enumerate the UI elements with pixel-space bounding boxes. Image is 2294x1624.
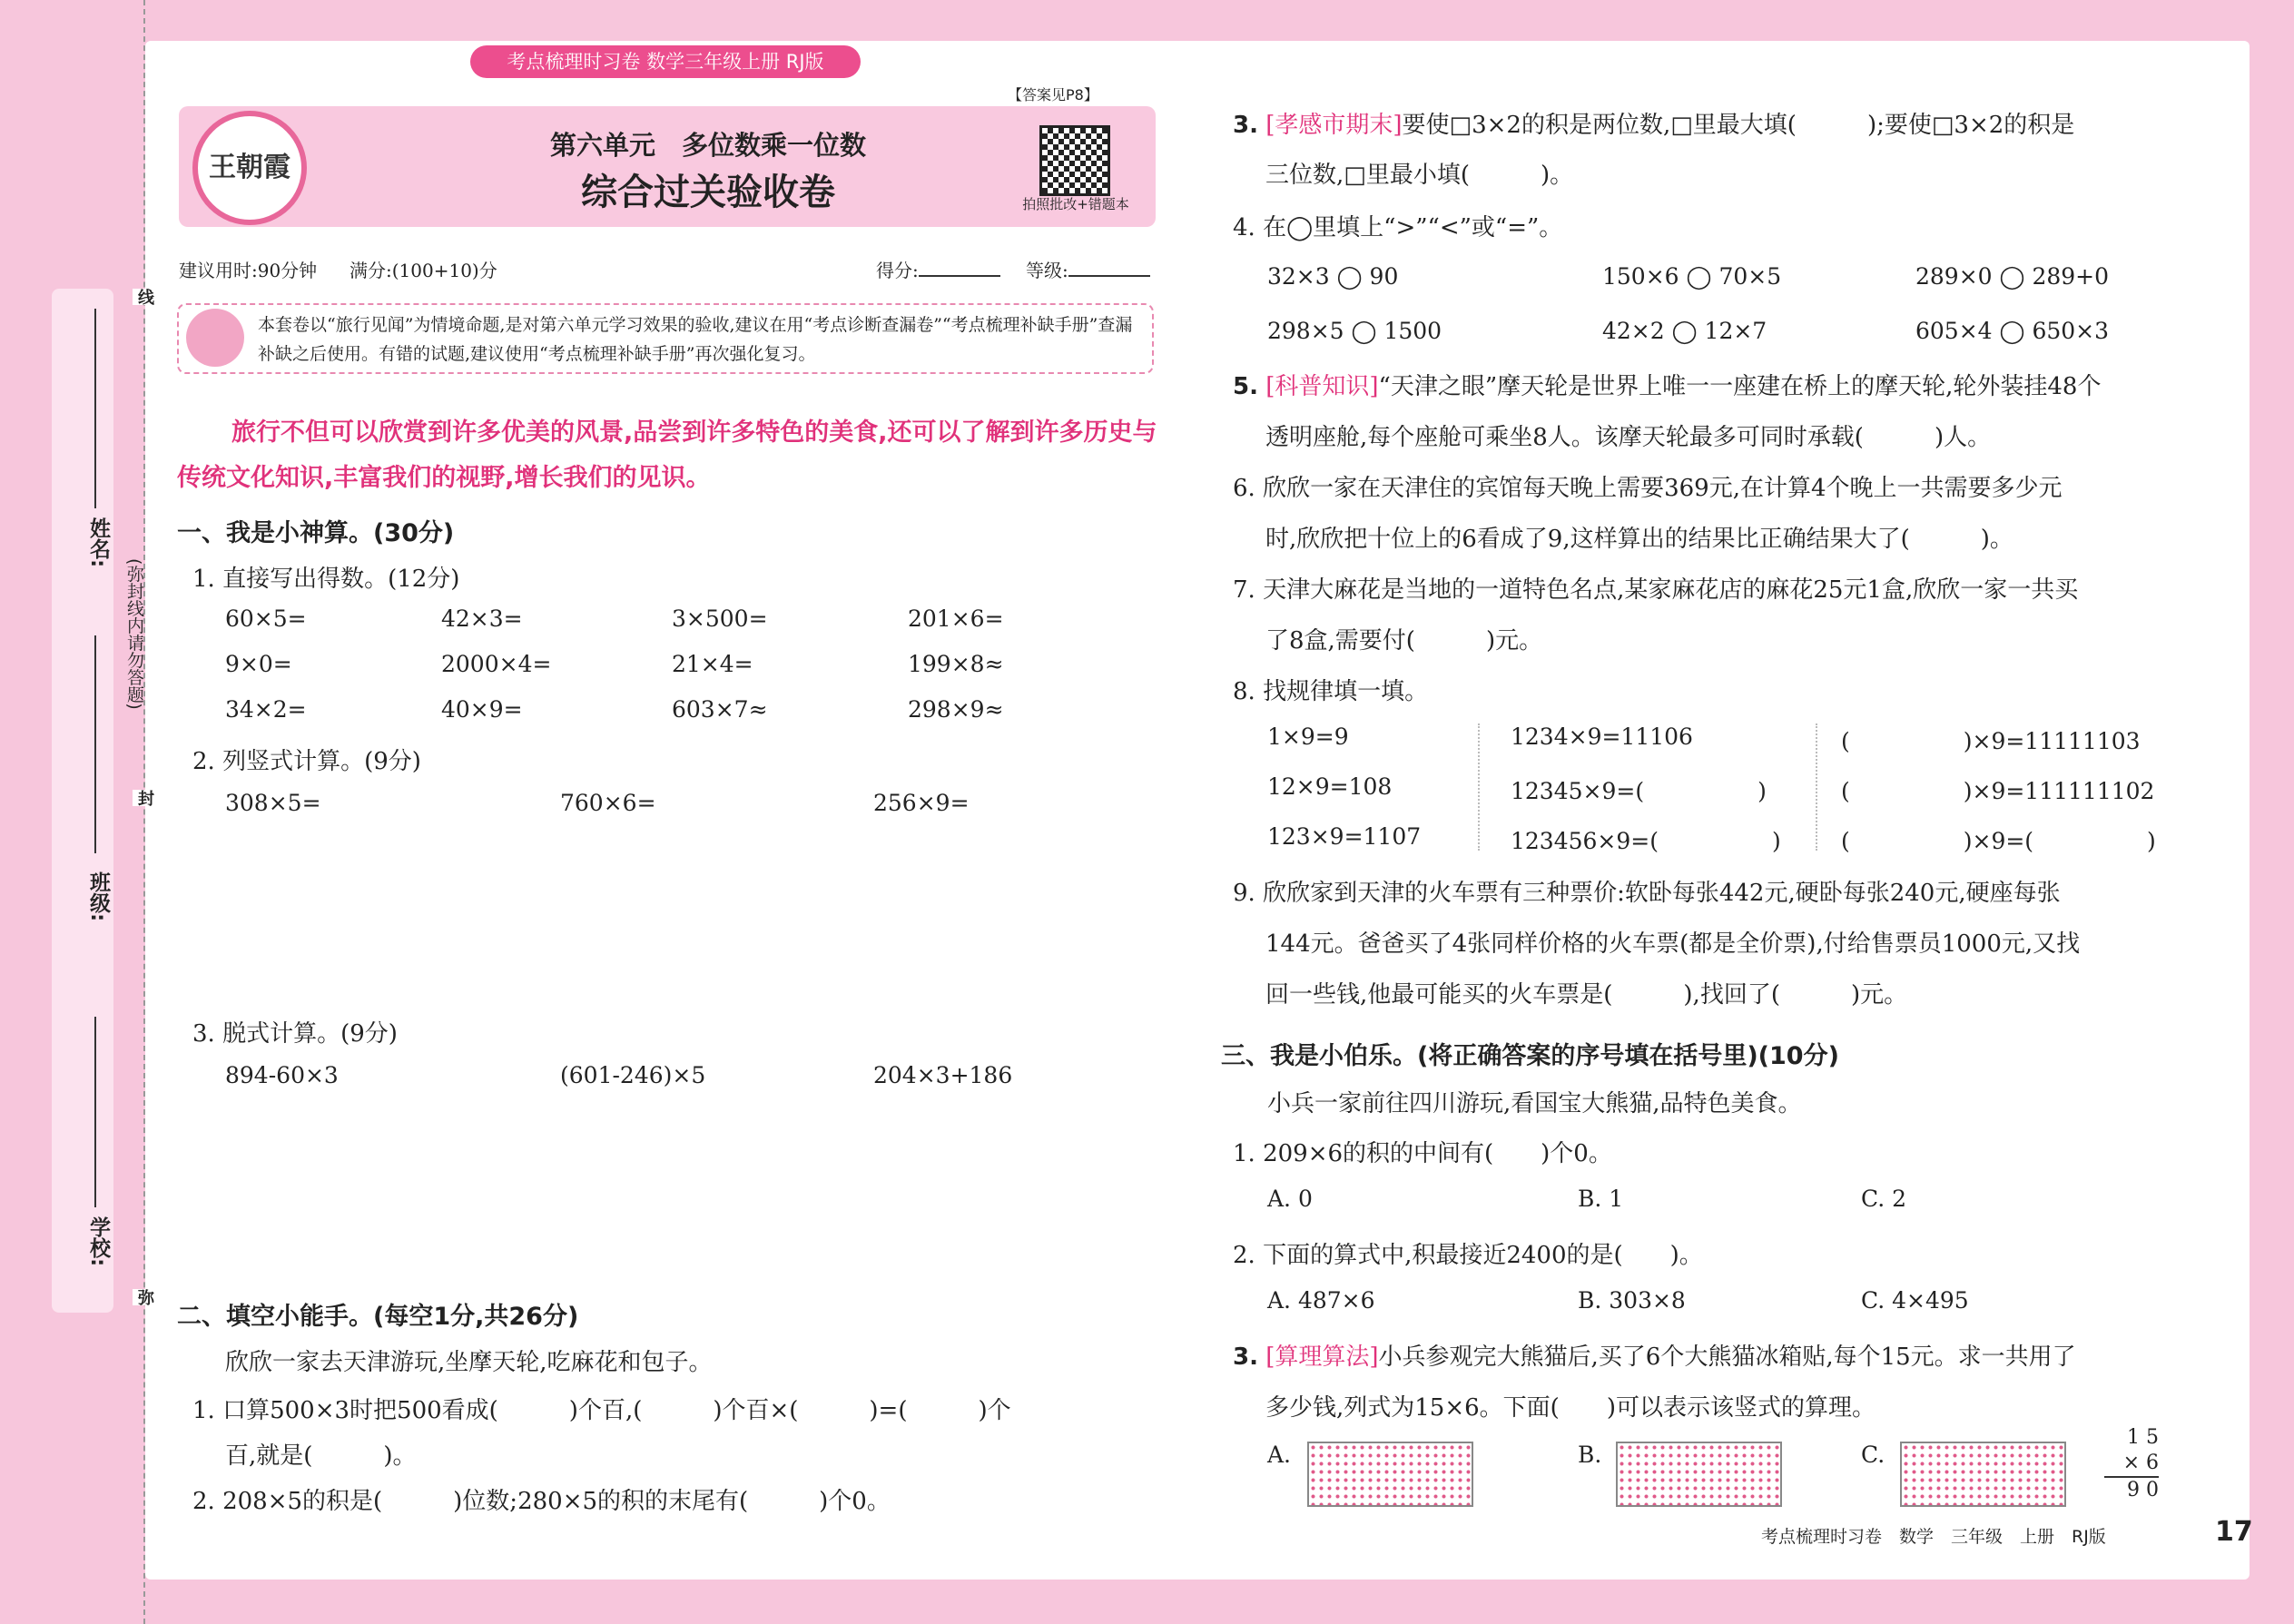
s1-q3-item: 204×3+186: [873, 1062, 1013, 1088]
s3-q1-option[interactable]: C. 2: [1861, 1186, 1907, 1212]
s2-q2: 2. 208×5的积是( )位数;280×5的积的末尾有( )个0。: [192, 1488, 891, 1515]
s2-q4-item: 605×4 ◯ 650×3: [1915, 318, 2110, 344]
s2-q3-line1: 3. [孝感市期末]要使□3×2的积是两位数,□里最大填( );要使□3×2的积是: [1233, 112, 2075, 139]
s2-q8-col2: 1234×9=11106: [1511, 723, 1693, 750]
answer-reference: 【答案见P8】: [1008, 86, 1098, 103]
bead-grid-c: [1900, 1442, 2066, 1507]
s2-q8-title: 8. 找规律填一填。: [1233, 678, 1429, 705]
qr-caption: 拍照批改+错题本: [1022, 196, 1129, 212]
s2-q8-col3: ( )×9=11111103: [1841, 728, 2141, 754]
s2-q4-title: 4. 在◯里填上“>”“<”或“=”。: [1233, 214, 1563, 241]
s2-q8-col1: 123×9=1107: [1267, 823, 1422, 850]
s2-q6-line1: 6. 欣欣一家在天津住的宾馆每天晚上需要369元,在计算4个晚上一共需要多少元: [1233, 475, 2063, 502]
section3-title: 三、我是小伯乐。(将正确答案的序号填在括号里)(10分): [1221, 1042, 1839, 1070]
s3-q3-option[interactable]: C.: [1861, 1442, 1885, 1468]
s3-q2: 2. 下面的算式中,积最接近2400的是( )。: [1233, 1242, 1703, 1269]
s3-q3-line2: 多少钱,列式为15×6。下面( )可以表示该竖式的算理。: [1265, 1394, 1876, 1422]
s1-q1-item: 201×6=: [908, 605, 1004, 632]
s2-q4-item: 150×6 ◯ 70×5: [1602, 263, 1782, 290]
class-line[interactable]: [94, 635, 96, 853]
q8-divider: [1478, 723, 1480, 851]
section2-lead: 欣欣一家去天津游玩,坐摩天轮,吃麻花和包子。: [225, 1349, 713, 1376]
bead-grid-a: [1307, 1442, 1473, 1507]
s1-q1-item: 21×4=: [672, 651, 753, 677]
section3-lead: 小兵一家前往四川游玩,看国宝大熊猫,品特色美食。: [1267, 1090, 1802, 1117]
school-label: 学校:: [86, 1216, 110, 1267]
mi-marker: 弥: [133, 1289, 156, 1305]
binding-sidebar: [52, 289, 113, 1313]
s1-q1-item: 199×8≈: [908, 651, 1004, 677]
s3-q3-line1: 3. [算理算法]小兵参观完大熊猫后,买了6个大熊猫冰箱贴,每个15元。求一共用了: [1233, 1343, 2076, 1371]
s1-q1-item: 60×5=: [225, 605, 307, 632]
s2-q8-col1: 12×9=108: [1267, 773, 1393, 800]
name-label: 姓名:: [86, 517, 110, 568]
s2-q5-line2: 透明座舱,每个座舱可乘坐8人。该摩天轮最多可同时承载( )人。: [1265, 424, 1992, 451]
s3-q2-option[interactable]: A. 487×6: [1267, 1287, 1375, 1314]
s3-q3-option[interactable]: B.: [1578, 1442, 1602, 1468]
bead-grid-b: [1616, 1442, 1782, 1507]
s2-q8-col2: 12345×9=( ): [1511, 778, 1767, 804]
lead-paragraph: 旅行不但可以欣赏到许多优美的风景,品尝到许多特色的美食,还可以了解到许多历史与传统文化知识,丰富我们的视野,增长我们的见识。: [177, 418, 1157, 492]
score-field[interactable]: 得分:: [876, 256, 1000, 282]
vertical-line: × 6: [2104, 1451, 2159, 1478]
line-marker: 线: [133, 289, 156, 305]
vertical-calculation: [2104, 1425, 2159, 1503]
s1-q3-title: 3. 脱式计算。(9分): [192, 1020, 398, 1048]
s2-q9-line1: 9. 欣欣家到天津的火车票有三种票价:软卧每张442元,硬卧每张240元,硬座每张: [1233, 880, 2061, 907]
s2-q4-item: 298×5 ◯ 1500: [1267, 318, 1442, 344]
q8-divider: [1816, 723, 1817, 851]
class-label: 班级:: [86, 871, 110, 922]
s3-q2-option[interactable]: B. 303×8: [1578, 1287, 1686, 1314]
s2-q8-col1: 1×9=9: [1267, 723, 1349, 750]
s2-q7-line1: 7. 天津大麻花是当地的一道特色名点,某家麻花店的麻花25元1盒,欣欣一家一共买: [1233, 576, 2079, 604]
brand-logo: 王朝霞: [192, 111, 307, 225]
s2-q9-line3: 回一些钱,他最可能买的火车票是( ),找回了( )元。: [1265, 981, 1908, 1009]
s1-q2-item: 308×5=: [225, 790, 321, 816]
binding-cut-line: [143, 0, 145, 1624]
intro-text: 本套卷以“旅行见闻”为情境命题,是对第六单元学习效果的验收,建议在用“考点诊断查漏卷”“考点梳理补缺手册”查漏补缺之后使用。有错的试题,建议使用“考点梳理补缺手册”再次强化复习。: [258, 315, 1133, 364]
footer-text: 考点梳理时习卷 数学 三年级 上册 RJ版: [1761, 1527, 2106, 1547]
s2-q6-line2: 时,欣欣把十位上的6看成了9,这样算出的结果比正确结果大了( )。: [1265, 526, 2013, 553]
seal-marker: 封: [133, 790, 156, 806]
s2-q8-col3: ( )×9=111111102: [1841, 778, 2155, 804]
seal-notice: (弥封线内请勿答题): [124, 558, 144, 710]
page-number: 17: [2215, 1516, 2253, 1548]
qr-code-icon[interactable]: [1039, 125, 1110, 196]
s1-q1-item: 298×9≈: [908, 696, 1004, 723]
s2-q8-col2: 123456×9=( ): [1511, 828, 1781, 854]
s2-q5-line1: 5. [科普知识]“天津之眼”摩天轮是世界上唯一一座建在桥上的摩天轮,轮外装挂48个: [1233, 373, 2102, 400]
s2-q4-item: 289×0 ◯ 289+0: [1915, 263, 2110, 290]
section2-title: 二、填空小能手。(每空1分,共26分): [177, 1303, 579, 1331]
vertical-line: 9 0: [2127, 1479, 2159, 1501]
s1-q3-item: 894-60×3: [225, 1062, 339, 1088]
s3-q1-option[interactable]: A. 0: [1267, 1186, 1313, 1212]
s1-q3-item: (601-246)×5: [560, 1062, 706, 1088]
s1-q2-item: 256×9=: [873, 790, 970, 816]
series-tab: 考点梳理时习卷 数学三年级上册 RJ版: [470, 45, 861, 78]
level-field[interactable]: 等级:: [1026, 256, 1150, 282]
s3-q3-option[interactable]: A.: [1267, 1442, 1292, 1468]
s2-q1-line2: 百,就是( )。: [225, 1442, 417, 1470]
s1-q2-title: 2. 列竖式计算。(9分): [192, 748, 421, 775]
s3-q1-option[interactable]: B. 1: [1578, 1186, 1624, 1212]
s1-q1-item: 9×0=: [225, 651, 292, 677]
name-line[interactable]: [94, 309, 96, 508]
s2-q3-line2: 三位数,□里最小填( )。: [1265, 162, 1574, 189]
s1-q1-item: 603×7≈: [672, 696, 768, 723]
s2-q7-line2: 了8盒,需要付( )元。: [1265, 627, 1543, 655]
vertical-line: 1 5: [2127, 1426, 2159, 1449]
s2-q1-line1: 1. 口算500×3时把500看成( )个百,( )个百×( )=( )个: [192, 1397, 1011, 1424]
s3-q1: 1. 209×6的积的中间有( )个0。: [1233, 1140, 1612, 1167]
suggested-time: 建议用时:90分钟: [179, 260, 318, 281]
s1-q1-item: 3×500=: [672, 605, 768, 632]
s1-q1-item: 40×9=: [441, 696, 523, 723]
s2-q9-line2: 144元。爸爸买了4张同样价格的火车票(都是全价票),付给售票员1000元,又找: [1265, 930, 2081, 958]
girl-mascot-icon: [186, 309, 244, 367]
s1-q1-item: 34×2=: [225, 696, 307, 723]
school-line[interactable]: [94, 1017, 96, 1207]
s2-q8-col3: ( )×9=( ): [1841, 828, 2156, 854]
full-score: 满分:(100+10)分: [350, 260, 497, 281]
s1-q1-title: 1. 直接写出得数。(12分): [192, 566, 460, 593]
s1-q1-item: 2000×4=: [441, 651, 552, 677]
s1-q2-item: 760×6=: [560, 790, 656, 816]
page-title: 综合过关验收卷: [581, 172, 835, 213]
s1-q1-item: 42×3=: [441, 605, 523, 632]
s3-q2-option[interactable]: C. 4×495: [1861, 1287, 1969, 1314]
s2-q4-item: 32×3 ◯ 90: [1267, 263, 1399, 290]
section1-title: 一、我是小神算。(30分): [177, 519, 455, 547]
s2-q4-item: 42×2 ◯ 12×7: [1602, 318, 1767, 344]
unit-title: 第六单元 多位数乘一位数: [549, 130, 866, 161]
